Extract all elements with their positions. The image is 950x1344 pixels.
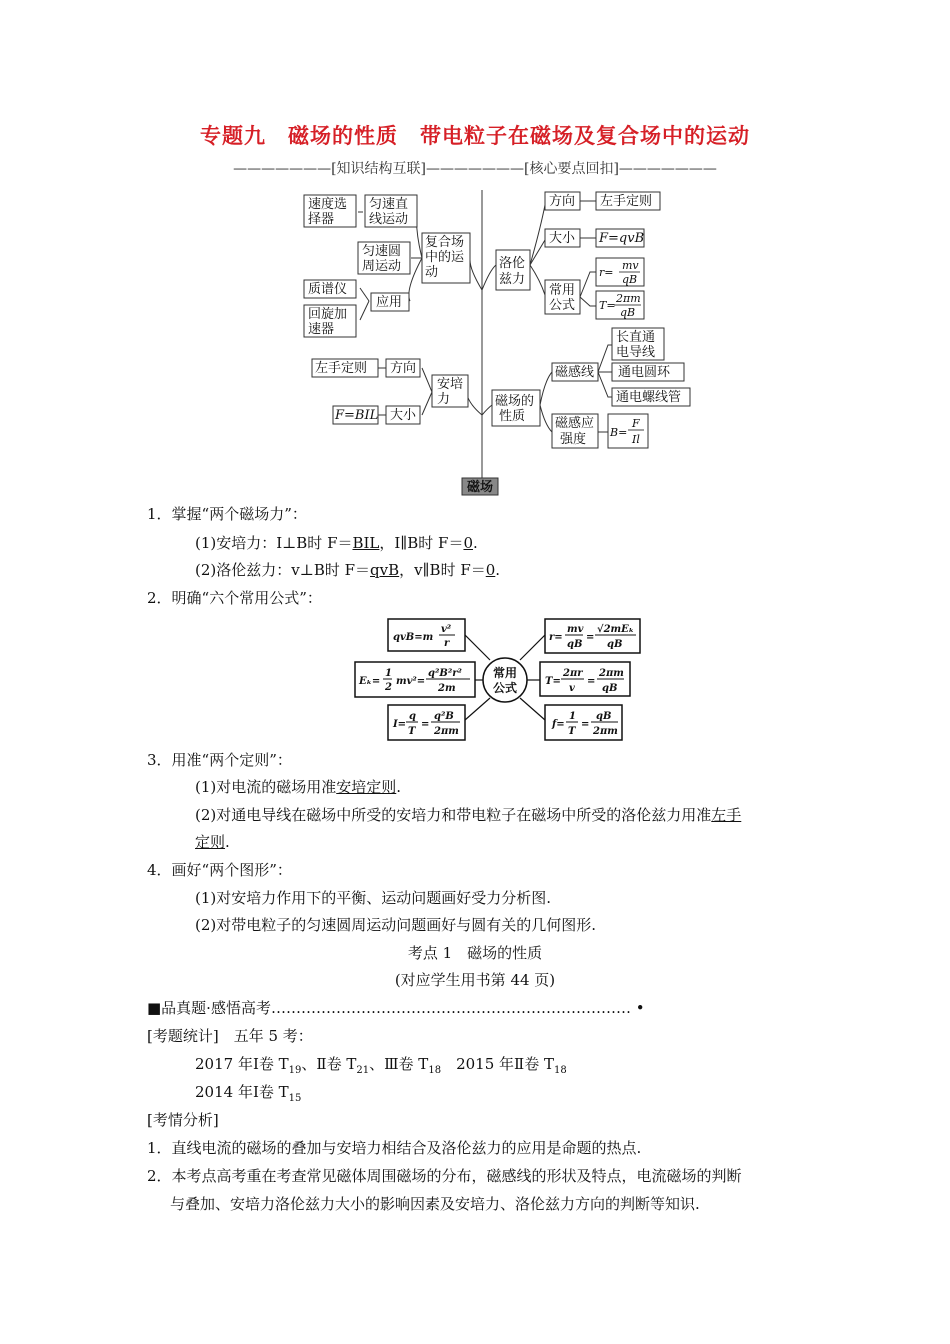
analysis-2b: 与叠加、安培力洛伦兹力大小的影响因素及安培力、洛伦兹力方向的判断等知识. bbox=[170, 1195, 700, 1213]
f5-lhs: I= bbox=[393, 719, 407, 730]
formula-center-2: 公式 bbox=[493, 681, 518, 695]
mm-mass-spec: 质谱仪 bbox=[308, 282, 348, 297]
mm-common-formula-2: 公式 bbox=[549, 298, 576, 313]
mm-uniform-line-1: 匀速直 bbox=[369, 197, 409, 212]
mm-t-lhs: T= bbox=[599, 299, 616, 312]
mm-common-formula-1: 常用 bbox=[549, 283, 576, 298]
section-heading: 考点 1 磁场的性质 bbox=[407, 944, 543, 962]
f3-num2: q²B²r² bbox=[428, 668, 462, 679]
f5-den2: 2πm bbox=[434, 726, 459, 737]
mm-r-num: mv bbox=[622, 259, 639, 272]
mm-ampere-1: 安培 bbox=[437, 377, 464, 392]
mm-r-lhs: r= bbox=[599, 266, 614, 279]
f5-num: q bbox=[409, 711, 416, 722]
f4-den: v bbox=[569, 683, 575, 694]
mm-magnitude-2: 大小 bbox=[390, 408, 417, 423]
mm-composite-2: 中的运 bbox=[425, 250, 465, 265]
mm-speed-selector-1: 速度选 bbox=[308, 197, 348, 212]
f2-eq: = bbox=[586, 632, 595, 643]
mm-lorentz-1: 洛伦 bbox=[499, 256, 526, 271]
point-1a: (1)安培力：I⊥B时 F＝BIL，I∥B时 F＝0. bbox=[195, 534, 478, 552]
mm-r-den: qB bbox=[622, 273, 638, 286]
mm-field-strength-1: 磁感应 bbox=[555, 416, 595, 431]
formula-center-1: 常用 bbox=[493, 666, 518, 680]
formula-center-circle bbox=[483, 658, 527, 702]
mm-ring: 通电圆环 bbox=[618, 365, 671, 380]
mm-root: 磁场 bbox=[467, 480, 494, 495]
point-1: 1．掌握“两个磁场力”： bbox=[147, 505, 307, 523]
point-3b: (2)对通电导线在磁场中所受的安培力和带电粒子在磁场中所受的洛伦兹力用准左手 bbox=[195, 806, 742, 824]
f6-den: T bbox=[568, 726, 576, 737]
mm-b-den: Il bbox=[632, 433, 640, 446]
mm-field-property-1: 磁场的 bbox=[495, 394, 535, 409]
point-4: 4．画好“两个图形”： bbox=[147, 861, 292, 879]
analysis-label: [考情分析] bbox=[147, 1111, 219, 1129]
mm-t-num: 2πm bbox=[616, 292, 641, 305]
mm-t-den: qB bbox=[620, 306, 636, 319]
mm-f-qvb: F=qvB bbox=[599, 231, 645, 246]
mm-b-lhs: B= bbox=[610, 426, 628, 439]
f4-eq: = bbox=[587, 676, 596, 687]
mm-solenoid: 通电螺线管 bbox=[616, 390, 682, 405]
mm-field-property-2: 性质 bbox=[499, 409, 526, 424]
stats-line-1: 2017 年Ⅰ卷 $T_{19}$、Ⅱ卷 $T_{21}$、Ⅲ卷 $T_{18}$ 2015 年Ⅱ卷 $T_{18}$ bbox=[195, 1055, 567, 1076]
f6-num2: qB bbox=[596, 711, 612, 722]
mm-composite-1: 复合场 bbox=[425, 235, 465, 250]
mm-field-lines: 磁感线 bbox=[555, 365, 595, 380]
point-3b-cont: 定则. bbox=[195, 833, 230, 851]
mm-straight-wire-2: 电导线 bbox=[616, 345, 656, 360]
analysis-2a: 2．本考点高考重在考查常见磁体周围磁场的分布，磁感线的形状及特点，电流磁场的判断 bbox=[147, 1167, 742, 1185]
mm-ampere-2: 力 bbox=[437, 392, 451, 407]
mm-speed-selector-2: 择器 bbox=[308, 212, 335, 227]
f6-num: 1 bbox=[569, 711, 576, 722]
stats-label: [考题统计] 五年 5 考： bbox=[147, 1027, 313, 1045]
mm-composite-3: 动 bbox=[425, 265, 439, 280]
f2-den2: qB bbox=[607, 639, 623, 650]
mm-uniform-line-2: 线运动 bbox=[369, 212, 409, 227]
formula-diagram bbox=[350, 612, 650, 747]
knowledge-mindmap bbox=[290, 185, 710, 497]
mm-left-hand-rule-2: 左手定则 bbox=[315, 361, 368, 376]
mm-direction: 方向 bbox=[549, 194, 576, 209]
f3-den: 2 bbox=[385, 682, 392, 693]
analysis-1: 1．直线电流的磁场的叠加与安培力相结合及洛伦兹力的应用是命题的热点. bbox=[147, 1139, 642, 1157]
f3-mid: mv²= bbox=[396, 676, 426, 687]
section-bar: ■品真题·感悟高考……………………………………………………………… • bbox=[147, 999, 645, 1017]
f6-eq: = bbox=[581, 719, 590, 730]
section-ref: (对应学生用书第 44 页) bbox=[394, 971, 556, 989]
f5-den: T bbox=[408, 726, 416, 737]
mm-field-strength-2: 强度 bbox=[560, 432, 587, 447]
mm-cyclotron-2: 速器 bbox=[308, 322, 335, 337]
point-3a: (1)对电流的磁场用准安培定则. bbox=[195, 778, 402, 796]
f4-lhs: T= bbox=[545, 676, 561, 687]
mm-lorentz-2: 兹力 bbox=[499, 272, 526, 287]
f2-num2: √2mEₖ bbox=[597, 624, 634, 635]
f1-num: v² bbox=[441, 624, 452, 635]
f4-num2: 2πm bbox=[599, 668, 624, 679]
f1-den: r bbox=[444, 638, 450, 649]
mm-cyclotron-1: 回旋加 bbox=[308, 307, 348, 322]
f4-den2: qB bbox=[602, 683, 618, 694]
point-3: 3．用准“两个定则”： bbox=[147, 751, 292, 769]
f1-lhs: qvB=m bbox=[393, 632, 434, 643]
f2-num: mv bbox=[567, 624, 584, 635]
f6-den2: 2πm bbox=[593, 726, 618, 737]
point-4b: (2)对带电粒子的匀速圆周运动问题画好与圆有关的几何图形. bbox=[195, 916, 597, 934]
section-subheading: ———————[知识结构互联]———————[核心要点回扣]——————— bbox=[233, 161, 717, 177]
mm-straight-wire-1: 长直通 bbox=[616, 330, 656, 345]
f4-num: 2πr bbox=[563, 668, 583, 679]
point-1b: (2)洛伦兹力：v⊥B时 F＝qvB，v∥B时 F＝0. bbox=[195, 561, 501, 579]
mm-magnitude: 大小 bbox=[549, 231, 576, 246]
mm-b-num: F bbox=[632, 417, 640, 430]
stats-line-2: 2014 年Ⅰ卷 $T_{15}$ bbox=[195, 1083, 302, 1104]
point-4a: (1)对安培力作用下的平衡、运动问题画好受力分析图. bbox=[195, 889, 552, 907]
mm-application: 应用 bbox=[376, 295, 403, 310]
f5-eq: = bbox=[421, 719, 430, 730]
page-title: 专题九 磁场的性质 带电粒子在磁场及复合场中的运动 bbox=[200, 123, 750, 148]
f5-num2: q²B bbox=[434, 711, 454, 722]
f6-lhs: f= bbox=[552, 719, 565, 730]
mm-uniform-circle-1: 匀速圆 bbox=[362, 244, 402, 259]
f3-lhs: Eₖ= bbox=[359, 676, 381, 687]
mm-left-hand-rule: 左手定则 bbox=[600, 194, 653, 209]
f3-den2: 2m bbox=[438, 683, 456, 694]
mm-uniform-circle-2: 周运动 bbox=[362, 259, 402, 274]
point-2: 2．明确“六个常用公式”： bbox=[147, 589, 322, 607]
mm-f-bil: F=BIL bbox=[335, 408, 379, 423]
f2-den: qB bbox=[567, 639, 583, 650]
mm-direction-2: 方向 bbox=[390, 361, 417, 376]
f3-num: 1 bbox=[385, 668, 392, 679]
f2-lhs: r= bbox=[549, 632, 563, 643]
